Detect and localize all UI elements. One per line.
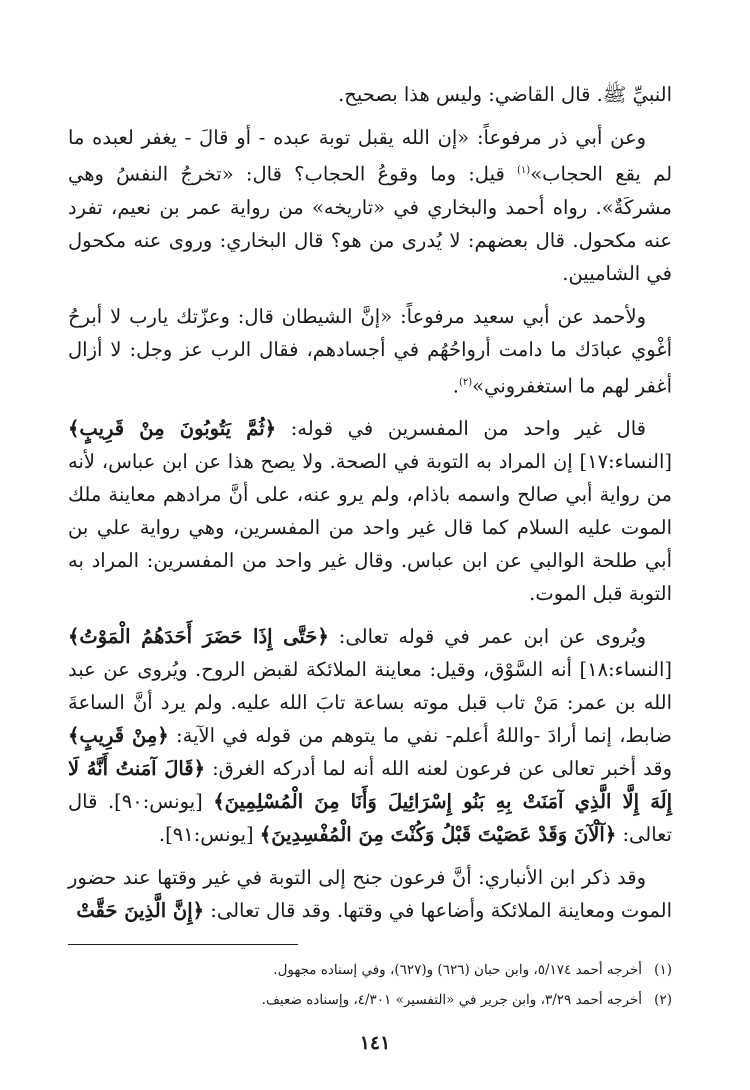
paragraph-6-text-a: وقد ذكر ابن الأنباري: أنَّ فرعون جنح إلى التوبة في غير وقتها عند حضور الموت ومعاينة الملائكة وأضاعها في وقتها. وقد قال تعالى: [68, 866, 672, 922]
paragraph-4-text-b: [النساء:١٧] إن المراد به التوبة في الصحة. ولا يصح هذا عن ابن عباس، لأنه من رواية أبي صالح واسمه باذام، ولم يرو عنه، على أنَّ مرادهم معاينة ملك الموت عليه السلام كما قال غير واحد من المفسرين، وهي رواية علي بن أبي طلحة الوالبي عن ابن عباس. وقال غير واحد من المفسرين: المراد به التوبة قبل الموت. [68, 450, 672, 605]
quran-verse-yunus-91: ﴿آلْآنَ وَقَدْ عَصَيْتَ قَبْلُ وَكُنْتَ مِنَ الْمُفْسِدِينَ﴾ [259, 823, 617, 846]
paragraph-2 [68, 121, 672, 290]
quran-verse-yunus-90: ﴿قَالَ آمَنتُ أَنَّهُ لَا إِلَهَ إِلَّا الَّذِي آمَنَتْ بِهِ بَنُو إِسْرَائِيلَ وَأَنَا مِنَ الْمُسْلِمِينَ﴾ [68, 757, 673, 813]
footnote-2-text: أخرجه أحمد ٣/٢٩، وابن جرير في «التفسير» ٤/٣٠١، وإسناده ضعيف. [261, 992, 642, 1008]
paragraph-6 [68, 861, 672, 927]
footnote-1-number: (١) [654, 962, 672, 978]
quran-phrase-min-qarib: ﴿مِنْ قَرِيبٍ﴾ [68, 724, 169, 747]
paragraph-5-text-a: ويُروى عن ابن عمر في قوله تعالى: [328, 625, 646, 648]
paragraph-1-text: النبيِّ ﷺ. قال القاضي: وليس هذا بصحيح. [338, 83, 672, 106]
paragraph-1 [68, 78, 672, 111]
footnote-ref-1[interactable]: (١) [517, 165, 531, 176]
paragraph-5-text-e: [يونس:٩١]. [158, 823, 260, 846]
quran-verse-nisa-18: ﴿حَتَّى إِذَا حَضَرَ أَحَدَهُمُ الْمَوْتُ﴾ [68, 625, 329, 648]
footnote-2-number: (٢) [654, 992, 672, 1008]
paragraph-2-text-b: قيل: وما وقوعُ الحجاب؟ قال: «تخرجُ النفسُ وهي مشركَةٌ». رواه أحمد والبخاري في «تاريخه» من رواية عمر بن نعيم، تفرد عنه مكحول. قال بعضهم: لا يُدرى من هو؟ قال البخاري: وروى عنه مكحول في الشاميين. [68, 162, 672, 285]
footnote-1 [68, 960, 672, 980]
footnote-1-text: أخرجه أحمد ٥/١٧٤، وابن حبان (٦٢٦) و(٦٢٧)، وفي إسناده مجهول. [273, 962, 642, 978]
footnote-separator [68, 944, 298, 945]
paragraph-5-text-b: [النساء:١٨] أنه السَّوْق، وقيل: معاينة الملائكة لقبض الروح. ويُروى عن عبد الله بن عمر: مَنْ تاب قبل موته بساعة تابَ الله عليه. ولم يرد أنَّ الساعةَ ضابط، إنما أرادَ -واللهُ أعلم- نفي ما يتوهم من قوله في الآية: [68, 658, 672, 747]
quran-verse-continuation: ﴿إِنَّ الَّذِينَ حَقَّتْ [76, 899, 205, 922]
paragraph-5-text-d: [يونس:٩٠]. قال تعالى: [68, 790, 672, 846]
footnote-2 [68, 990, 672, 1010]
quran-verse-nisa-17: ﴿ثُمَّ يَتُوبُونَ مِنْ قَرِيبٍ﴾ [68, 417, 277, 440]
paragraph-3-text-b: . [452, 374, 459, 397]
paragraph-3 [68, 300, 672, 403]
footnote-ref-2[interactable]: (٢) [458, 376, 473, 388]
paragraph-2-text-a: وعن أبي ذر مرفوعاً: «إن الله يقبل توبة عبده - أو قالَ - يغفر لعبده ما لم يقع الحجاب» [68, 126, 673, 186]
paragraph-3-text-a: ولأحمد عن أبي سعيد مرفوعاً: «إنَّ الشيطان قال: وعزّتك يارب لا أبرحُ أغْوي عبادَك ما دامت أرواحُهُم في أجسادهم، فقال الرب عز وجل: لا أزال أغفر لهم ما استغفروني» [68, 304, 672, 397]
paragraph-4-text-a: قال غير واحد من المفسرين في قوله: [276, 417, 646, 440]
paragraph-4 [68, 412, 672, 610]
paragraph-5 [68, 620, 672, 851]
paragraph-5-text-c: وقد أخبر تعالى عن فرعون لعنه الله أنه لما أدركه الغرق: [205, 757, 672, 780]
page-number: ١٤١ [359, 1032, 391, 1054]
